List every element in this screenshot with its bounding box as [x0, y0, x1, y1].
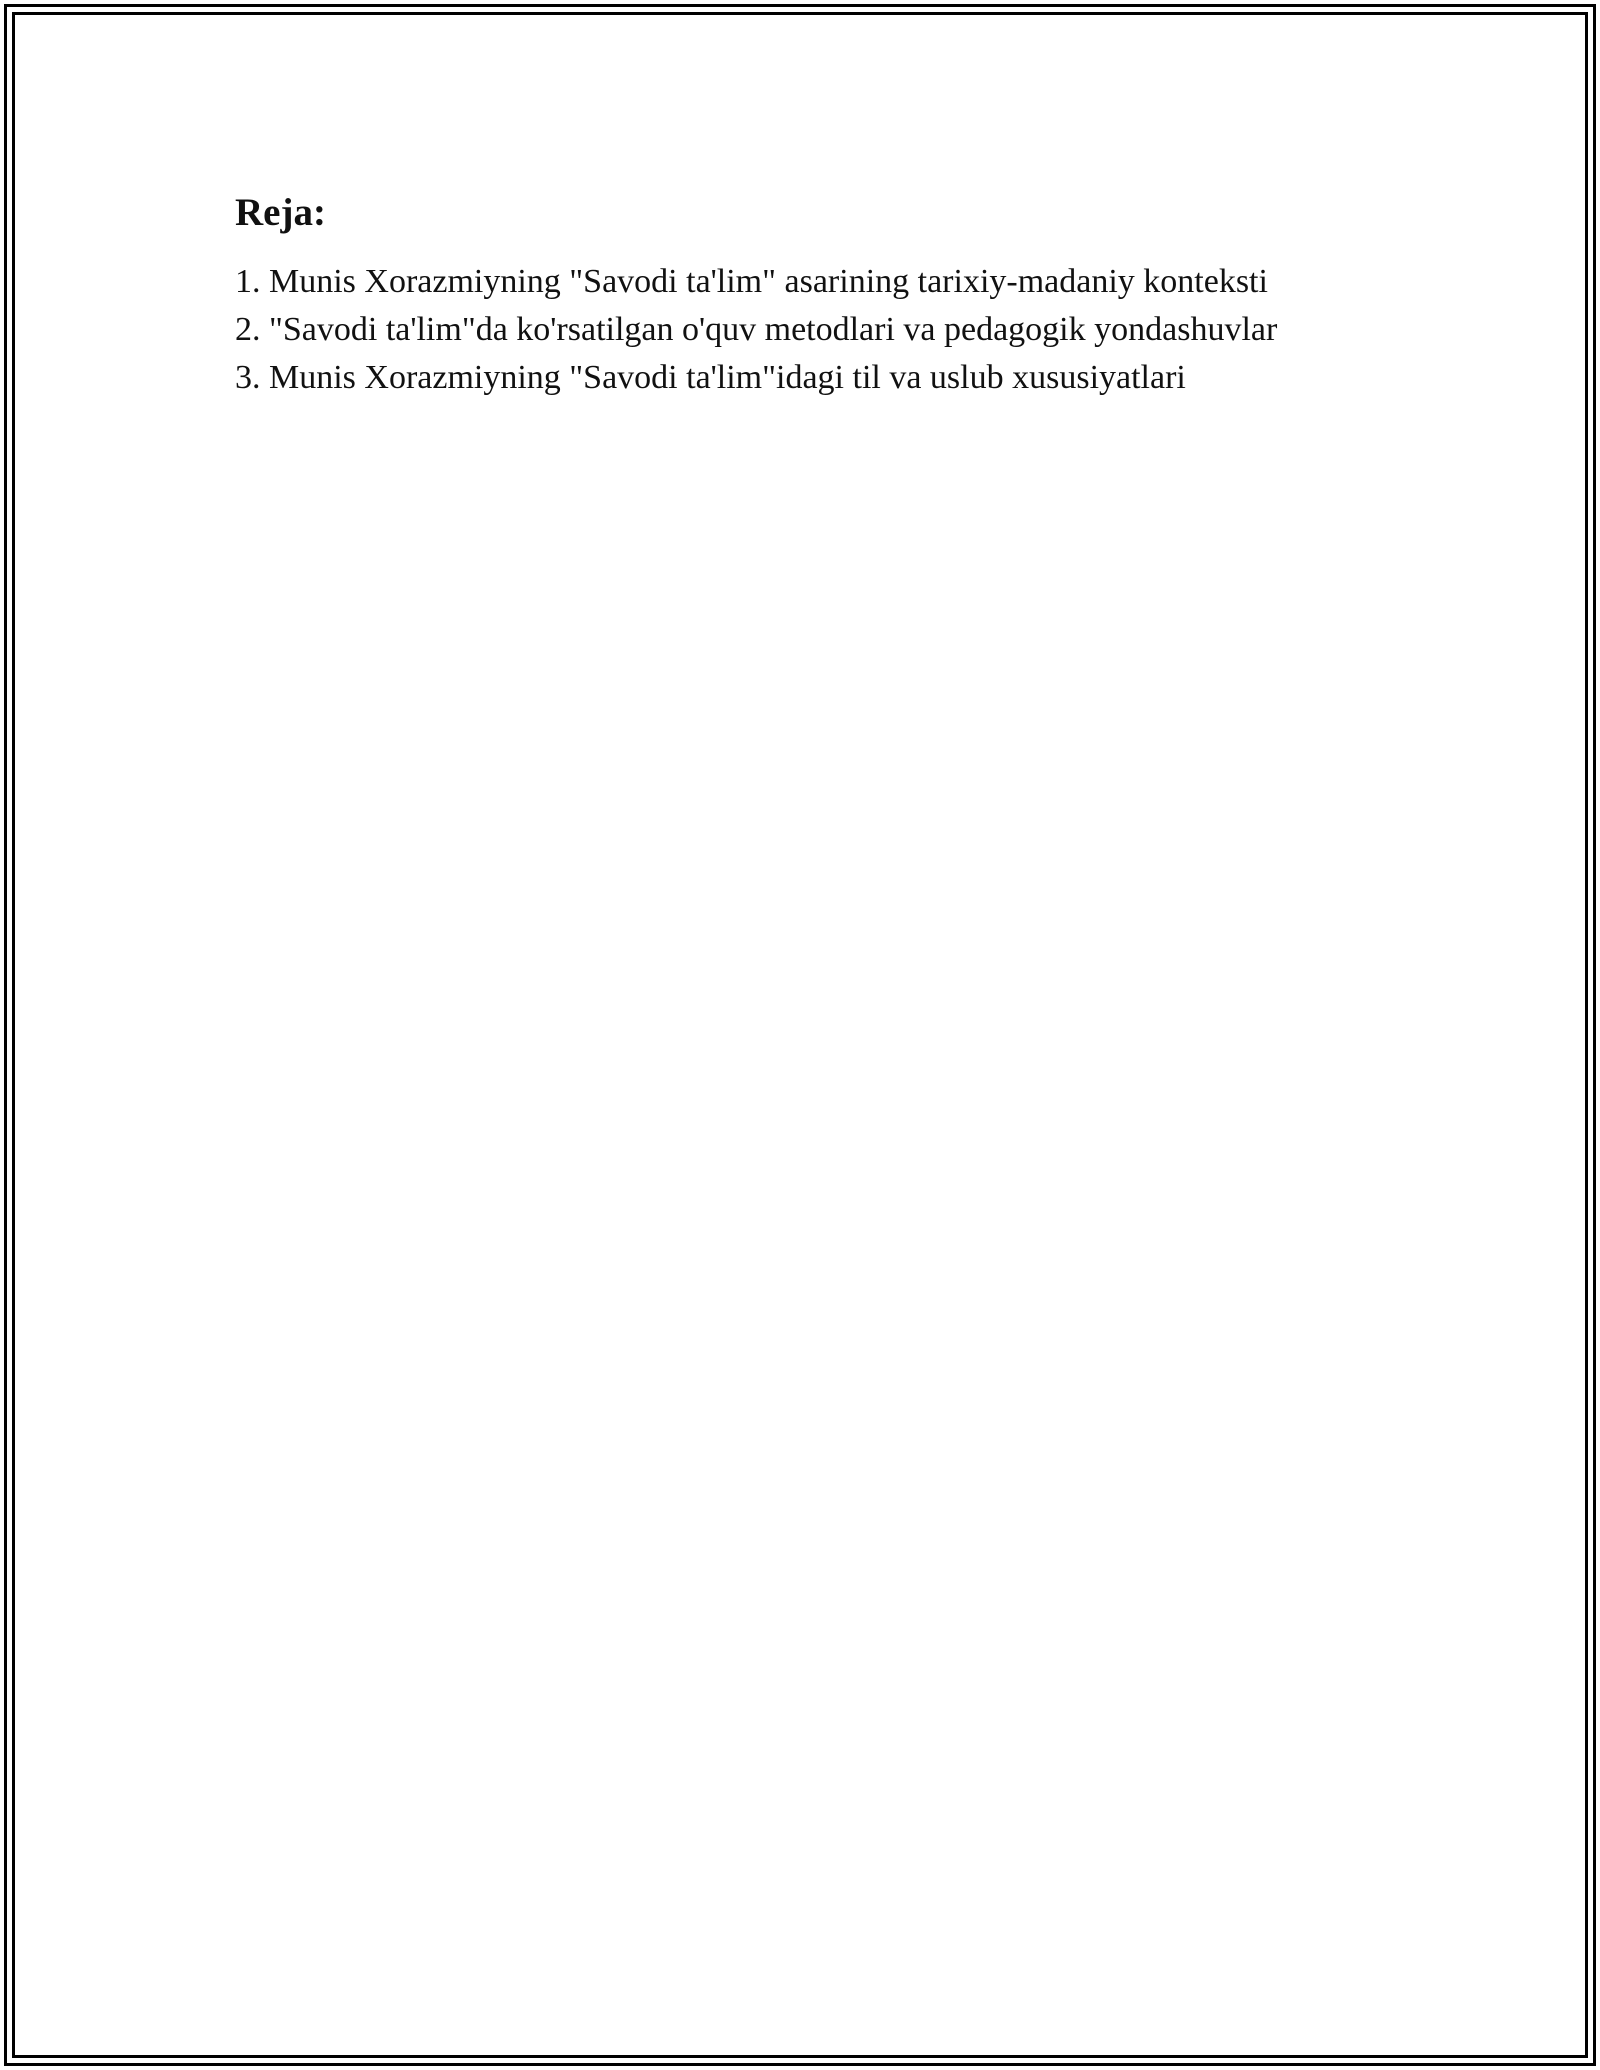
document-content: [235, 186, 1435, 402]
plan-item-3: 3. Munis Xorazmiyning "Savodi ta'lim"idagi til va uslub xususiyatlari: [235, 359, 1186, 396]
plan-heading: Reja:: [235, 191, 326, 234]
plan-item-1: 1. Munis Xorazmiyning "Savodi ta'lim" asarining tarixiy-madaniy konteksti: [235, 263, 1268, 300]
plan-list: [235, 258, 1435, 402]
plan-item-2: 2. "Savodi ta'lim"da ko'rsatilgan o'quv metodlari va pedagogik yondashuvlar: [235, 311, 1278, 348]
